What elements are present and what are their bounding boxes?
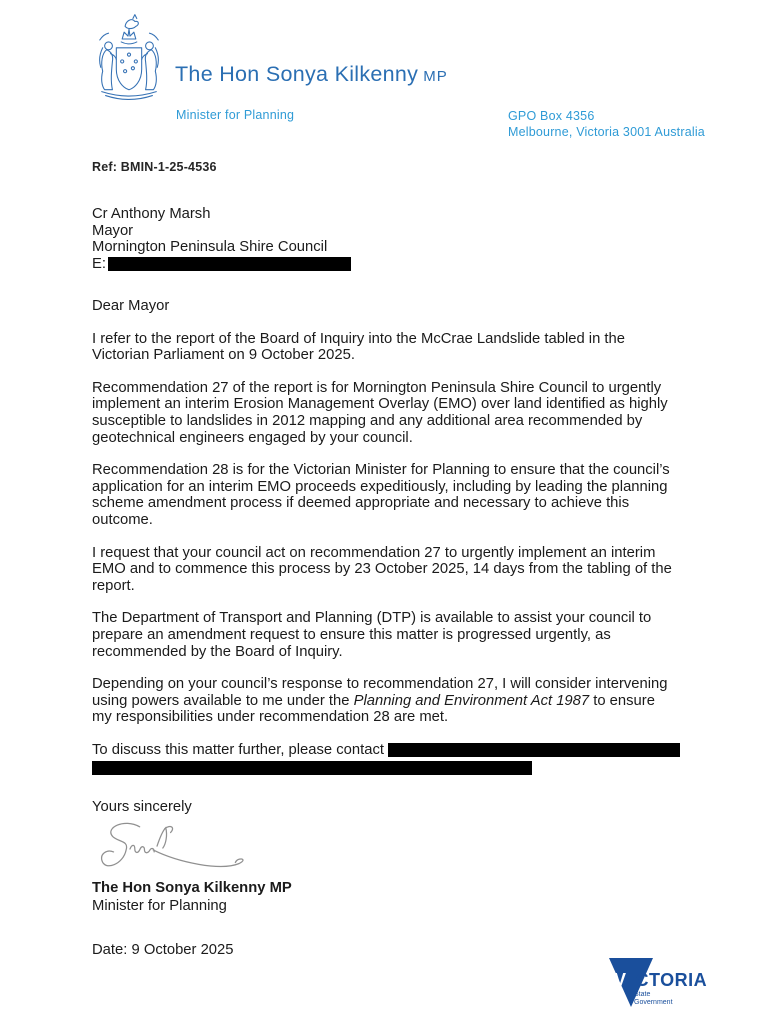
recipient-name: Cr Anthony Marsh: [92, 206, 211, 222]
paragraph-2: Recommendation 27 of the report is for Mornington Peninsula Shire Council to urgently implement an interim Erosion Management Overlay (EMO) over land identified as highly susceptible to landslides in 2012 mapping and any additional area recommended by geotechnical engineers engaged by your council.: [92, 379, 668, 446]
paragraph-1: I refer to the report of the Board of Inquiry into the McCrae Landslide tabled in the Victorian Parliament on 9 October 2025.: [92, 330, 625, 364]
logo-wordmark: ICTORIA: [630, 970, 708, 990]
signatory-role: Minister for Planning: [92, 897, 227, 914]
letter-body: [92, 298, 676, 959]
address-line-2: Melbourne, Victoria 3001 Australia: [508, 125, 705, 139]
letterhead-address: [508, 108, 705, 140]
date-line: Date: 9 October 2025: [92, 942, 234, 959]
contact-line: [92, 742, 680, 759]
redaction-bar-contact-2: [92, 761, 532, 776]
recipient-block: [92, 206, 351, 272]
letterhead-name-main: The Hon Sonya Kilkenny: [175, 62, 419, 86]
victorian-coat-of-arms-icon: [90, 12, 168, 106]
act-title-italic: Planning and Environment Act 1987: [353, 692, 590, 709]
victoria-state-government-logo: [608, 955, 708, 1013]
address-line-1: GPO Box 4356: [508, 109, 595, 123]
paragraph-5: The Department of Transport and Planning (DTP) is available to assist your council to prepare an amendment request to ensure this matter is progressed urgently, as recommended by the Board of Inquiry.: [92, 610, 652, 660]
signoff: Yours sincerely: [92, 799, 192, 816]
reference-number: Ref: BMIN-1-25-4536: [92, 160, 217, 174]
signatory-name: The Hon Sonya Kilkenny MP: [92, 880, 292, 897]
salutation: Dear Mayor: [92, 298, 170, 314]
redaction-bar-contact-1: [388, 743, 680, 758]
recipient-organisation: Mornington Peninsula Shire Council: [92, 239, 328, 255]
paragraph-3: Recommendation 28 is for the Victorian Minister for Planning to ensure that the council’s application for an interim EMO proceeds expeditiously, including by leading the planning scheme amendment process if deemed appropriate and necessary to achieve this outcome.: [92, 462, 670, 528]
email-prefix: E:: [92, 255, 106, 272]
letterhead-name-suffix: MP: [423, 68, 448, 85]
signature-icon: [92, 820, 254, 878]
logo-sub-government: Government: [634, 999, 673, 1006]
letterhead-name: [175, 62, 448, 87]
recipient-title: Mayor: [92, 222, 134, 239]
recipient-email-line: [92, 256, 351, 273]
paragraph-6: [92, 676, 676, 726]
logo-v-letter: V: [614, 970, 627, 990]
paragraph-6-pre: Depending on your council’s response to recommendation 27, I will consider intervening using powers available to me under the: [92, 676, 668, 709]
paragraph-4: I request that your council act on recommendation 27 to urgently implement an interim EMO and to commence this process by 23 October 2025, 14 days from the tabling of the report.: [92, 544, 672, 594]
paragraph-6-post: to ensure my responsibilities under recommendation 28 are met.: [92, 692, 655, 726]
redaction-bar-email: [108, 257, 351, 271]
logo-sub-state: State: [634, 991, 651, 998]
contact-text: To discuss this matter further, please contact: [92, 741, 384, 758]
letterhead-role: Minister for Planning: [176, 108, 295, 122]
